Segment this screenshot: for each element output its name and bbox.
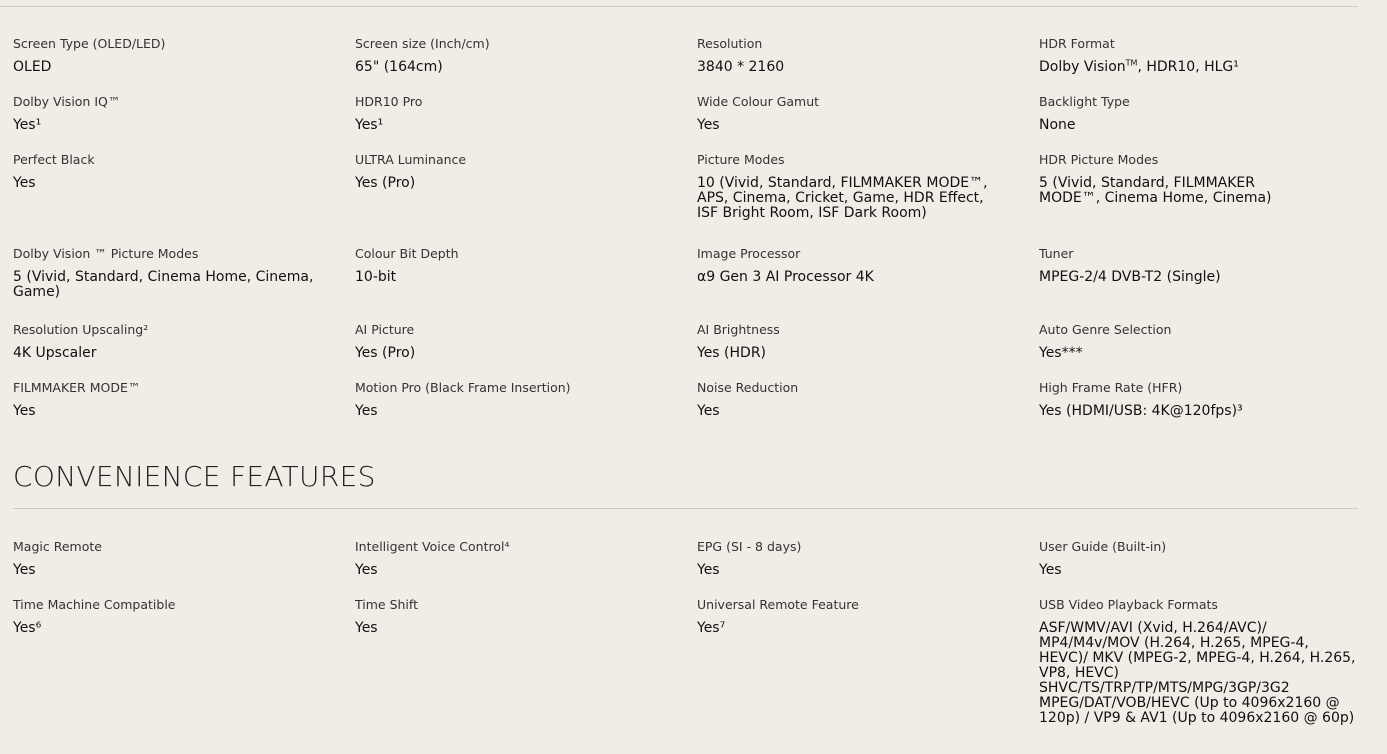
- spec-hdr10-pro: [355, 92, 697, 150]
- spec-label: Motion Pro (Black Frame Insertion): [355, 380, 571, 395]
- spec-label: FILMMAKER MODE™: [13, 380, 141, 395]
- spec-label: Universal Remote Feature: [697, 597, 859, 612]
- spec-value: [1039, 60, 1319, 75]
- spec-value: 65" (164cm): [355, 59, 443, 75]
- spec-value: 4K Upscaler: [13, 345, 97, 361]
- spec-time-shift: [355, 595, 697, 726]
- spec-value: Yes: [697, 562, 720, 578]
- spec-value: 10-bit: [355, 269, 397, 285]
- spec-filmmaker-mode: [13, 378, 355, 436]
- spec-usb-video-formats: [1039, 595, 1359, 726]
- spec-label: ULTRA Luminance: [355, 152, 467, 167]
- spec-value: Yes (HDMI/USB: 4K@120fps)³: [1039, 403, 1243, 419]
- spec-label: Screen Type (OLED/LED): [13, 36, 166, 51]
- spec-label: AI Picture: [355, 322, 415, 337]
- spec-intelligent-voice-control: [355, 537, 697, 595]
- spec-hdr-format: [1039, 34, 1359, 92]
- spec-resolution-upscaling: [13, 320, 355, 378]
- top-divider: [0, 6, 1358, 7]
- spec-value: 10 (Vivid, Standard, FILMMAKER MODE™, APS, Cinema, Cricket, Game, HDR Effect, ISF Bright Room, ISF Dark Room): [697, 175, 988, 221]
- spec-label: Auto Genre Selection: [1039, 322, 1172, 337]
- spec-value-rest: , HDR10, HLG¹: [1137, 59, 1239, 75]
- spec-magic-remote: [13, 537, 355, 595]
- spec-universal-remote: [697, 595, 1039, 726]
- spec-label: Resolution Upscaling²: [13, 322, 149, 337]
- spec-picture-modes: [697, 150, 1039, 244]
- spec-value: 5 (Vivid, Standard, FILMMAKER MODE™, Cinema Home, Cinema): [1039, 175, 1272, 206]
- spec-time-machine: [13, 595, 355, 726]
- spec-dolby-vision-picture-modes: [13, 244, 355, 320]
- spec-value: Yes: [697, 403, 720, 419]
- spec-label: USB Video Playback Formats: [1039, 597, 1218, 612]
- spec-value: ASF/WMV/AVI (Xvid, H.264/AVC)/ MP4/M4v/MOV (H.264, H.265, MPEG-4, HEVC)/ MKV (MPEG-2, MPEG-4, H.264, H.265, VP8, HEVC) SHVC/TS/TRP/TP/MTS/MPG/3GP/3G2 MPEG/DAT/VOB/HEVC (Up to 4096x2160 @ 120p) / VP9 & AV1 (Up to 4096x2160 @ 60p): [1039, 620, 1356, 726]
- spec-label: Dolby Vision ™ Picture Modes: [13, 246, 199, 261]
- spec-backlight-type: [1039, 92, 1359, 150]
- spec-label: Tuner: [1039, 246, 1074, 261]
- spec-label: Intelligent Voice Control⁴: [355, 539, 510, 554]
- spec-motion-pro: [355, 378, 697, 436]
- trademark-sup: TM: [1125, 58, 1138, 68]
- spec-image-processor: [697, 244, 1039, 320]
- spec-user-guide: [1039, 537, 1359, 595]
- spec-value: OLED: [13, 59, 52, 75]
- spec-screen-type: [13, 34, 355, 92]
- spec-ai-brightness: [697, 320, 1039, 378]
- spec-ai-picture: [355, 320, 697, 378]
- spec-label: High Frame Rate (HFR): [1039, 380, 1183, 395]
- spec-high-frame-rate: [1039, 378, 1359, 436]
- spec-ultra-luminance: [355, 150, 697, 244]
- spec-value: Yes: [13, 175, 36, 191]
- spec-value: Yes (HDR): [697, 345, 767, 361]
- spec-label: Resolution: [697, 36, 763, 51]
- spec-label: EPG (SI - 8 days): [697, 539, 802, 554]
- spec-label: Colour Bit Depth: [355, 246, 459, 261]
- spec-value: Yes: [1039, 562, 1062, 578]
- spec-dolby-vision-iq: [13, 92, 355, 150]
- spec-label: HDR Picture Modes: [1039, 152, 1159, 167]
- spec-wide-colour-gamut: [697, 92, 1039, 150]
- spec-label: Time Shift: [355, 597, 418, 612]
- spec-noise-reduction: [697, 378, 1039, 436]
- spec-label: Dolby Vision IQ™: [13, 94, 121, 109]
- spec-value: MPEG-2/4 DVB-T2 (Single): [1039, 269, 1221, 285]
- spec-value: Yes¹: [13, 117, 42, 133]
- spec-perfect-black: [13, 150, 355, 244]
- spec-resolution: [697, 34, 1039, 92]
- spec-label: AI Brightness: [697, 322, 780, 337]
- spec-value: None: [1039, 117, 1076, 133]
- spec-value: Yes (Pro): [355, 175, 416, 191]
- spec-label: Wide Colour Gamut: [697, 94, 820, 109]
- spec-epg: [697, 537, 1039, 595]
- spec-hdr-picture-modes: [1039, 150, 1359, 244]
- spec-value: Yes¹: [355, 117, 384, 133]
- spec-value: Yes***: [1039, 345, 1083, 361]
- spec-value-main: Dolby Vision: [1039, 59, 1126, 75]
- spec-tuner: [1039, 244, 1359, 320]
- spec-label: Time Machine Compatible: [13, 597, 176, 612]
- spec-value: Yes: [355, 562, 378, 578]
- spec-label: Perfect Black: [13, 152, 95, 167]
- spec-label: HDR Format: [1039, 36, 1115, 51]
- spec-value: Yes: [697, 117, 720, 133]
- section-title-convenience: CONVENIENCE FEATURES: [13, 460, 376, 493]
- convenience-specs-grid: [13, 537, 1359, 726]
- spec-value: Yes: [13, 562, 36, 578]
- spec-value: Yes⁷: [697, 620, 726, 636]
- picture-specs-grid: [13, 34, 1359, 436]
- spec-value: Yes: [13, 403, 36, 419]
- spec-label: HDR10 Pro: [355, 94, 423, 109]
- spec-value: 3840 * 2160: [697, 59, 785, 75]
- spec-screen-size: [355, 34, 697, 92]
- spec-label: Backlight Type: [1039, 94, 1130, 109]
- spec-value: α9 Gen 3 AI Processor 4K: [697, 269, 874, 285]
- spec-label: Image Processor: [697, 246, 801, 261]
- spec-label: Screen size (Inch/cm): [355, 36, 490, 51]
- spec-label: Noise Reduction: [697, 380, 799, 395]
- spec-value: Yes (Pro): [355, 345, 416, 361]
- spec-label: Magic Remote: [13, 539, 102, 554]
- spec-value: Yes: [355, 403, 378, 419]
- spec-value: 5 (Vivid, Standard, Cinema Home, Cinema, Game): [13, 269, 314, 300]
- section-divider: [13, 508, 1358, 509]
- spec-auto-genre-selection: [1039, 320, 1359, 378]
- spec-label: User Guide (Built-in): [1039, 539, 1167, 554]
- spec-value: Yes: [355, 620, 378, 636]
- spec-label: Picture Modes: [697, 152, 785, 167]
- spec-colour-bit-depth: [355, 244, 697, 320]
- spec-value: Yes⁶: [13, 620, 42, 636]
